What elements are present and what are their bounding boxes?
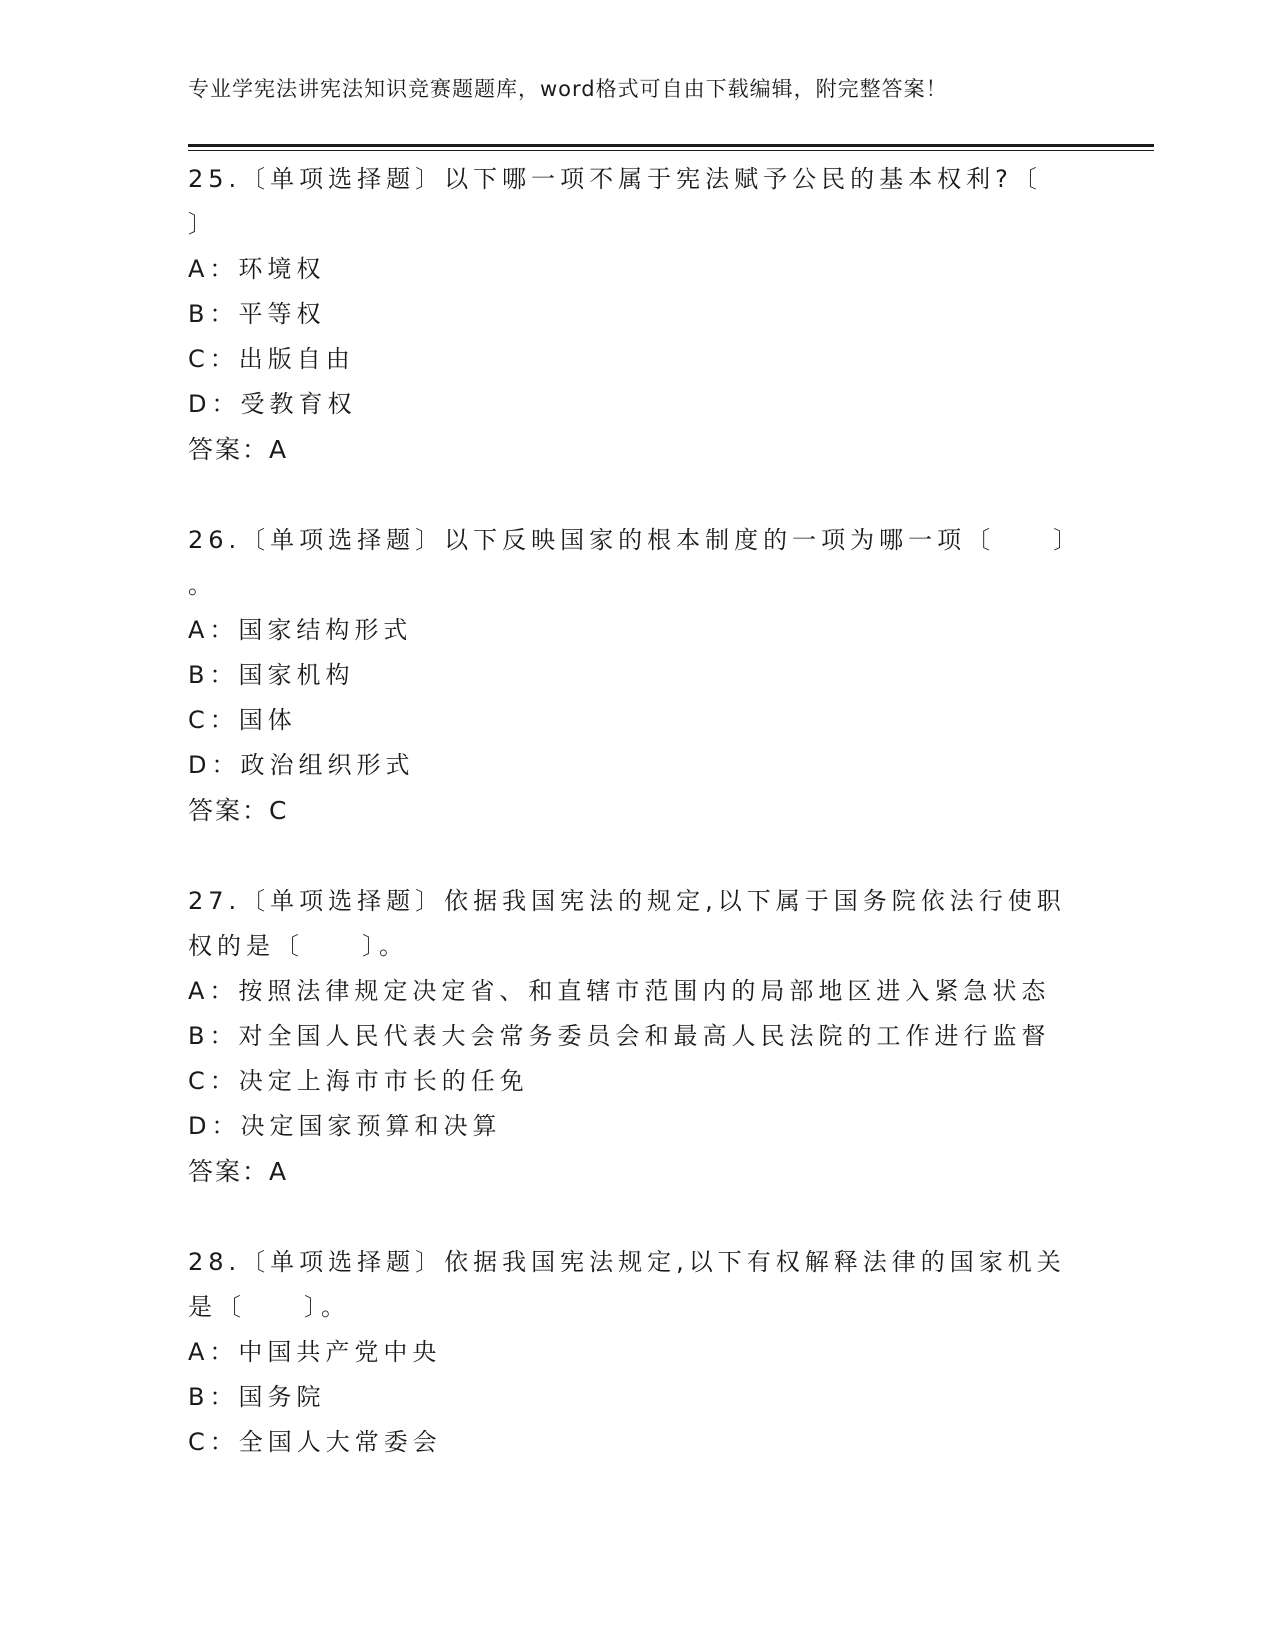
- option-d: D：决定国家预算和决算: [188, 1112, 502, 1140]
- option-b: B：对全国人民代表大会常务委员会和最高人民法院的工作进行监督: [188, 1022, 1051, 1050]
- option-d: D：受教育权: [188, 390, 357, 418]
- option-a: A：按照法律规定决定省、和直辖市范围内的局部地区进入紧急状态: [188, 977, 1051, 1005]
- option-a: A：环境权: [188, 255, 326, 283]
- header-rule-thick: [188, 144, 1154, 147]
- question-27: [188, 879, 1088, 1194]
- option-a: A：中国共产党中央: [188, 1338, 442, 1366]
- option-a: A：国家结构形式: [188, 616, 413, 644]
- question-28: [188, 1240, 1088, 1465]
- question-stem: 25.〔单项选择题〕以下哪一项不属于宪法赋予公民的基本权利?〔: [188, 165, 1042, 193]
- question-26: [188, 518, 1088, 833]
- option-c: C：出版自由: [188, 345, 355, 373]
- document-header: 专业学宪法讲宪法知识竞赛题题库，word格式可自由下载编辑，附完整答案！: [188, 77, 948, 101]
- option-c: C：国体: [188, 706, 297, 734]
- option-d: D：政治组织形式: [188, 751, 415, 779]
- option-b: B：国务院: [188, 1383, 326, 1411]
- question-list: [188, 157, 1088, 1511]
- option-b: B：国家机构: [188, 661, 355, 689]
- question-stem-cont: 〕: [188, 210, 217, 238]
- answer-label: 答案：C: [188, 796, 289, 825]
- answer-label: 答案：A: [188, 1157, 289, 1186]
- header-rule-thin: [188, 150, 1154, 151]
- question-stem-cont: 权的是〔 〕。: [188, 932, 408, 960]
- question-stem-cont: 是〔 〕。: [188, 1293, 350, 1321]
- option-c: C：决定上海市市长的任免: [188, 1067, 529, 1095]
- question-stem: 26.〔单项选择题〕以下反映国家的根本制度的一项为哪一项〔 〕: [188, 526, 1083, 554]
- question-25: [188, 157, 1088, 472]
- question-stem: 27.〔单项选择题〕依据我国宪法的规定,以下属于国务院依法行使职: [188, 887, 1066, 915]
- question-stem-cont: 。: [188, 571, 217, 599]
- answer-label: 答案：A: [188, 435, 289, 464]
- question-stem: 28.〔单项选择题〕依据我国宪法规定,以下有权解释法律的国家机关: [188, 1248, 1066, 1276]
- option-b: B：平等权: [188, 300, 326, 328]
- option-c: C：全国人大常委会: [188, 1428, 442, 1456]
